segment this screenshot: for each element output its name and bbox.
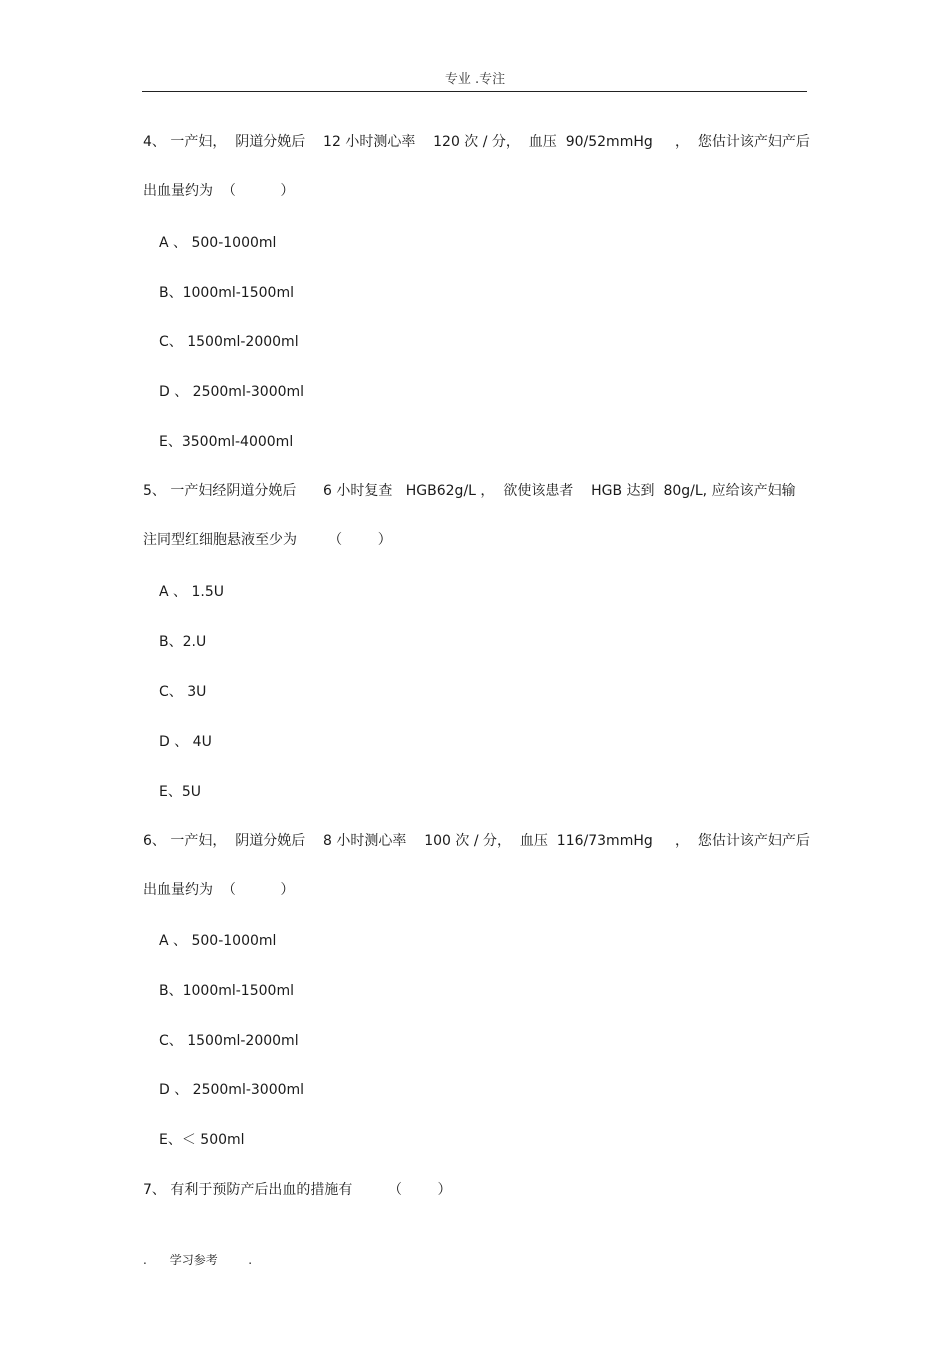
page-footer: . 学习参考 . [143,1253,253,1267]
question-4-option-e: E、3500ml-4000ml [159,434,294,450]
question-4-line-1: 4、 一产妇， 阴道分娩后 12 小时测心率 120 次 / 分， 血压 90/52mmHg ， 您估计该产妇产后 [143,134,810,150]
header-divider [142,91,807,92]
question-6-line-2: 出血量约为 （ ） [143,882,295,898]
question-5-option-d: D 、 4U [159,734,212,750]
question-5-option-b: B、2.U [159,634,207,650]
question-6-option-a: A 、 500-1000ml [159,933,277,949]
question-6-option-e: E、＜ 500ml [159,1132,245,1148]
question-4-option-a: A 、 500-1000ml [159,235,277,251]
question-5-line-2: 注同型红细胞悬液至少为 （ ） [143,532,392,548]
question-4-option-b: B、1000ml-1500ml [159,285,294,301]
question-7-line-1: 7、 有利于预防产后出血的措施有 （ ） [143,1182,452,1198]
question-6-option-d: D 、 2500ml-3000ml [159,1082,305,1098]
question-4-line-2: 出血量约为 （ ） [143,183,295,199]
question-5-option-e: E、5U [159,784,201,800]
question-4-option-c: C、 1500ml-2000ml [159,334,299,350]
question-6-option-c: C、 1500ml-2000ml [159,1033,299,1049]
question-5-option-c: C、 3U [159,684,207,700]
question-5-option-a: A 、 1.5U [159,584,224,600]
question-6-option-b: B、1000ml-1500ml [159,983,294,999]
page-header-title: 专业 .专注 [444,72,506,87]
question-5-line-1: 5、 一产妇经阴道分娩后 6 小时复查 HGB62g/L ， 欲使该患者 HGB 达到 80g/L, 应给该产妇输 [143,483,796,499]
question-6-line-1: 6、 一产妇， 阴道分娩后 8 小时测心率 100 次 / 分， 血压 116/73mmHg ， 您估计该产妇产后 [143,833,810,849]
question-4-option-d: D 、 2500ml-3000ml [159,384,305,400]
